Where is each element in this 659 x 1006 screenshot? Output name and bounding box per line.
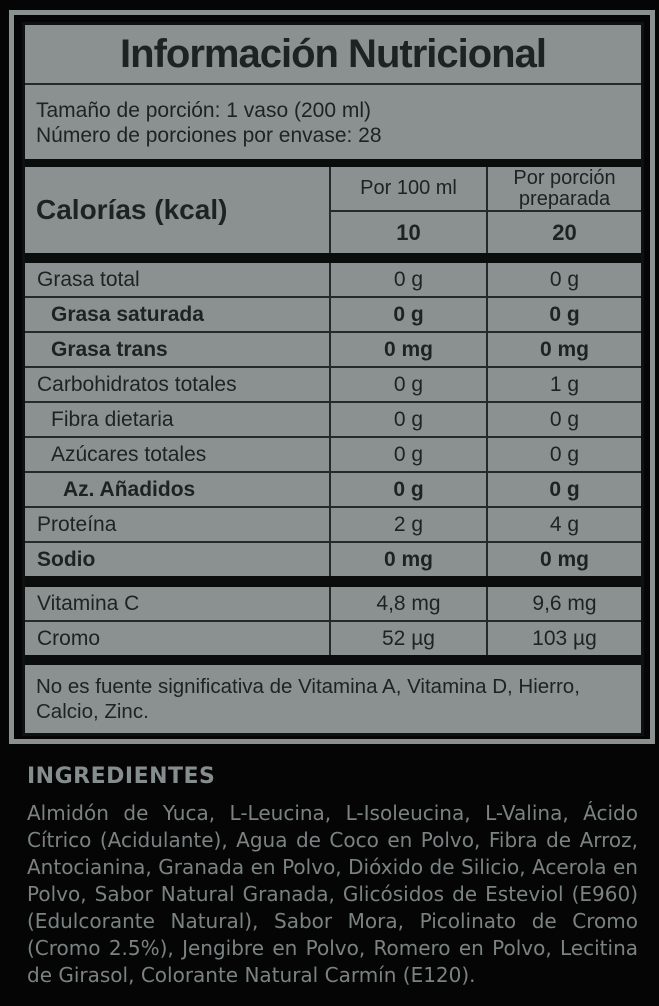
section-separator — [25, 253, 641, 263]
table-row-grasa-saturada — [25, 298, 641, 333]
table-row-az-anadidos — [25, 473, 641, 508]
nutrient-name: Sodio — [25, 543, 331, 576]
section-separator — [25, 576, 641, 587]
nutrient-name: Grasa trans — [25, 333, 331, 366]
nutrition-table — [22, 22, 644, 736]
calories-per-serving: 20 — [552, 220, 577, 245]
table-row-sodio — [25, 543, 641, 576]
calories-per-100ml: 10 — [331, 212, 488, 253]
table-row-cromo — [25, 622, 641, 655]
ingredients-text: Almidón de Yuca, L-Leucina, L-Isoleucina, L-Valina, Ácido Cítrico (Acidulante), Agua de Coco en Polvo, Fibra de Arroz, Antocianina, Granada en Polvo, Dióxido de Silicio, Acerola en Polvo, Sabor Natural Granada, Glicósidos de Esteviol (E960) (Edulcorante Natural), Sabor Mora, Picolinato de Cromo (Cromo 2.5%), Jengibre en Polvo, Romero en Polvo, Lecitina de Girasol, Colorante Natural Carmín (E120). — [27, 801, 638, 987]
table-row-azucares — [25, 438, 641, 473]
nutrient-per-serving: 4 g — [549, 512, 580, 536]
nutrition-label-frame — [9, 10, 655, 744]
footnote: No es fuente significativa de Vitamina A, Vitamina D, Hierro, Calcio, Zinc. — [25, 665, 641, 733]
nutrient-per-serving: 0 mg — [539, 337, 589, 361]
nutrient-per-100ml: 0 mg — [331, 543, 488, 576]
ingredients-section — [27, 764, 638, 989]
serving-size: Tamaño de porción: 1 vaso (200 ml) — [36, 99, 372, 122]
nutrient-name: Azúcares totales — [25, 438, 331, 471]
table-row-vitamina-c — [25, 587, 641, 622]
nutrient-per-serving: 0 g — [549, 442, 580, 466]
nutrient-per-100ml: 2 g — [331, 508, 488, 541]
column-header-per-serving: Por porción preparada — [513, 166, 616, 210]
nutrient-per-100ml: 0 g — [331, 473, 488, 506]
nutrient-per-100ml: 52 µg — [331, 622, 488, 655]
ingredients-heading: INGREDIENTES — [27, 764, 216, 789]
nutrient-per-serving: 0 mg — [539, 547, 589, 571]
table-row-grasa-total — [25, 263, 641, 298]
nutrient-per-serving: 9,6 mg — [532, 591, 597, 615]
nutrient-per-serving: 0 g — [549, 267, 580, 291]
nutrient-per-100ml: 0 mg — [331, 333, 488, 366]
calories-header-row — [25, 167, 641, 253]
nutrient-name: Grasa total — [25, 263, 331, 296]
table-row-carbohidratos — [25, 368, 641, 403]
nutrient-per-100ml: 4,8 mg — [331, 587, 488, 620]
nutrition-title: Información Nutricional — [25, 25, 641, 85]
column-header-per-100ml: Por 100 ml — [331, 167, 488, 210]
nutrient-name: Grasa saturada — [25, 298, 331, 331]
calories-values — [331, 212, 641, 253]
servings-per-container: Número de porciones por envase: 28 — [36, 124, 382, 147]
nutrient-per-serving: 103 µg — [532, 626, 597, 650]
nutrient-per-100ml: 0 g — [331, 263, 488, 296]
nutrient-per-100ml: 0 g — [331, 368, 488, 401]
column-headers — [331, 167, 641, 212]
table-row-grasa-trans — [25, 333, 641, 368]
table-row-proteina — [25, 508, 641, 543]
nutrient-per-100ml: 0 g — [331, 438, 488, 471]
nutrient-per-serving: 0 g — [549, 407, 580, 431]
nutrient-per-100ml: 0 g — [331, 403, 488, 436]
nutrient-name: Proteína — [25, 508, 331, 541]
nutrient-name: Carbohidratos totales — [25, 368, 331, 401]
nutrient-name: Fibra dietaria — [25, 403, 331, 436]
section-separator — [25, 159, 641, 167]
nutrient-per-100ml: 0 g — [331, 298, 488, 331]
nutrient-per-serving: 0 g — [549, 302, 580, 326]
serving-info — [25, 85, 641, 159]
table-row-fibra — [25, 403, 641, 438]
nutrient-per-serving: 1 g — [549, 372, 580, 396]
section-separator — [25, 655, 641, 665]
nutrient-name: Az. Añadidos — [25, 473, 331, 506]
calories-label: Calorías (kcal) — [25, 167, 331, 253]
nutrient-name: Vitamina C — [25, 587, 331, 620]
nutrient-per-serving: 0 g — [549, 477, 580, 501]
calories-columns — [331, 167, 641, 253]
nutrient-name: Cromo — [25, 622, 331, 655]
